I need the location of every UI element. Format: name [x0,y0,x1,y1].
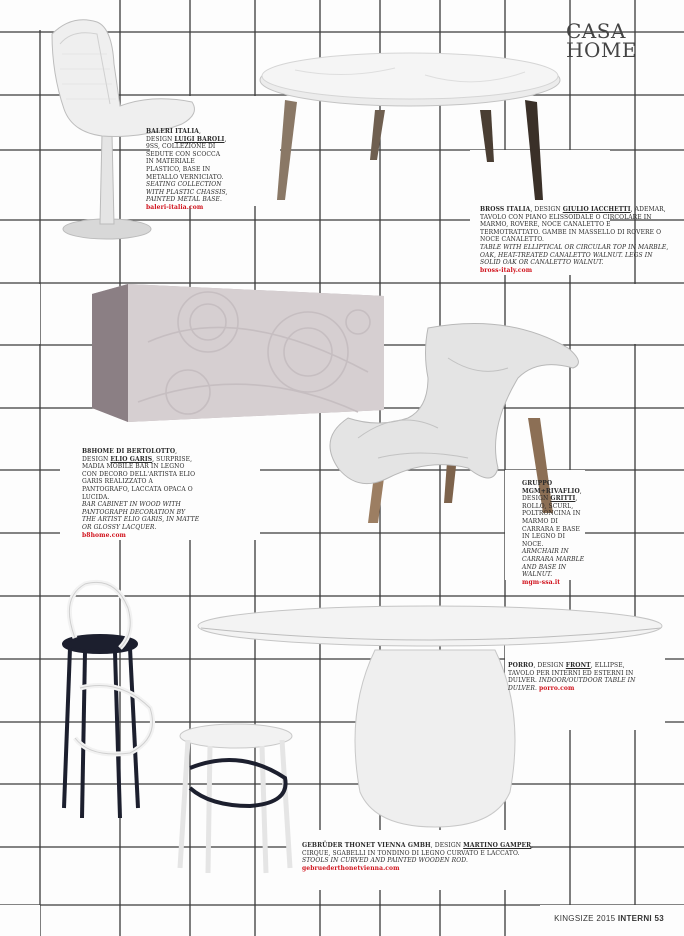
caption-table [480,206,672,274]
stools-it-text: , CIRQUE, SGABELLI IN TONDINO DI LEGNO CURVATO E LACCATO. [302,842,534,857]
ellipse-table-design-prefix: , DESIGN [533,662,564,669]
brand-line-2: HOME [566,38,637,62]
footer-page-number: 53 [654,914,664,923]
armchair-website-link[interactable]: mgm-ssa.it [522,578,561,586]
curved-rod-stools-image [40,578,300,878]
stools-designer: MARTINO GAMPER [463,842,532,849]
ellipse-table-website-link[interactable]: porro.com [539,684,575,692]
cabinet-design-prefix: , DESIGN [82,448,178,463]
stools-design-prefix: , DESIGN [430,842,462,849]
chair-designer: LUIGI BAROLI [174,135,225,143]
page-footer [554,914,664,923]
caption-armchair [522,480,586,586]
armchair-brand: GRUPPO MGM+RIVAFLIO [522,480,580,495]
table-designer: GIULIO IACCHETTI [562,206,631,213]
section-brand-mark [566,19,637,62]
stools-brand: GEBRÜDER THONET VIENNA GMBH [302,842,431,849]
armchair-en-text: ARMCHAIR IN CARRARA MARBLE AND BASE IN WALNUT. [522,548,585,579]
table-design-prefix: , DESIGN [530,206,561,213]
table-website-link[interactable]: bross-italy.com [480,266,533,274]
ellipse-table-brand: PORRO [508,662,534,669]
caption-ellipse-table [508,662,648,692]
caption-cabinet [82,448,200,539]
cabinet-website-link[interactable]: b8home.com [82,531,126,539]
table-it-text: , ADEMAR, TAVOLO CON PIANO ELISSOIDALE O CIRCOLARE IN MARMO, ROVERE, NOCE CANALETTO E TERMOTRATTATO. GAMBE IN MASSELLO DI ROVERE O NOCE CANALETTO. [480,206,666,244]
ellipse-table-en-text: INDOOR/OUTDOOR TABLE IN DULVER. [508,677,636,692]
chair-it-text: , 9SS, COLLEZIONE DI SEDUTE CON SCOCCA IN MATERIALE PLASTICO, BASE IN METALLO VERNICIATO. [146,135,227,181]
armchair-designer: GRITTI [550,495,576,503]
chair-brand: BALERI ITALIA [146,128,199,135]
cabinet-designer: ELIO GARIS [110,455,153,463]
stools-website-link[interactable]: gebruederthonetvienna.com [302,864,400,872]
caption-stools [302,842,534,872]
cabinet-en-text: BAR CABINET IN WOOD WITH PANTOGRAPH DECORATION BY THE ARTIST ELIO GARIS, IN MATTE OR GLOSSY LACQUER. [82,501,200,531]
oval-marble-table-image [255,50,560,210]
chair-website-link[interactable]: baleri-italia.com [146,203,204,211]
cabinet-brand: B8HOME DI BERTOLOTTO [82,448,176,455]
cabinet-it-text: , SURPRISE, MADIA MOBILE BAR IN LEGNO CON DECORO DELL'ARTISTA ELIO GARIS REALIZZATO A PANTOGRAFO, LACCATA OPACA O LUCIDA. [82,455,196,501]
table-brand: BROSS ITALIA [480,206,531,213]
footer-issue: KINGSIZE 2015 [554,914,616,923]
chair-en-text: SEATING COLLECTION WITH PLASTIC CHASSIS, PAINTED METAL BASE. [146,181,228,204]
footer-magazine: INTERNI [617,914,652,923]
ellipse-table-it-text: , ELLIPSE, TAVOLO PER INTERNI ED ESTERNI IN DULVER. [508,662,634,685]
armchair-it-text: , ROLLO, SCURL, POLTRONCINA IN MARMO DI CARRARA E BASE IN LEGNO DI NOCE. [522,495,581,548]
table-en-text: TABLE WITH ELLIPTICAL OR CIRCULAR TOP IN MARBLE, OAK, HEAT-TREATED CANALETTO WALNUT. LEGS IN SOLID OAK OR CANALETTO WALNUT. [480,243,669,267]
armchair-design-prefix: , DESIGN [522,487,582,503]
ellipse-table-designer: FRONT [565,662,591,669]
stools-en-text: STOOLS IN CURVED AND PAINTED WOODEN ROD. [302,857,468,865]
brand-line-1: CASA [566,19,626,43]
caption-chair [146,128,228,212]
chair-design-prefix: , DESIGN [146,128,201,143]
